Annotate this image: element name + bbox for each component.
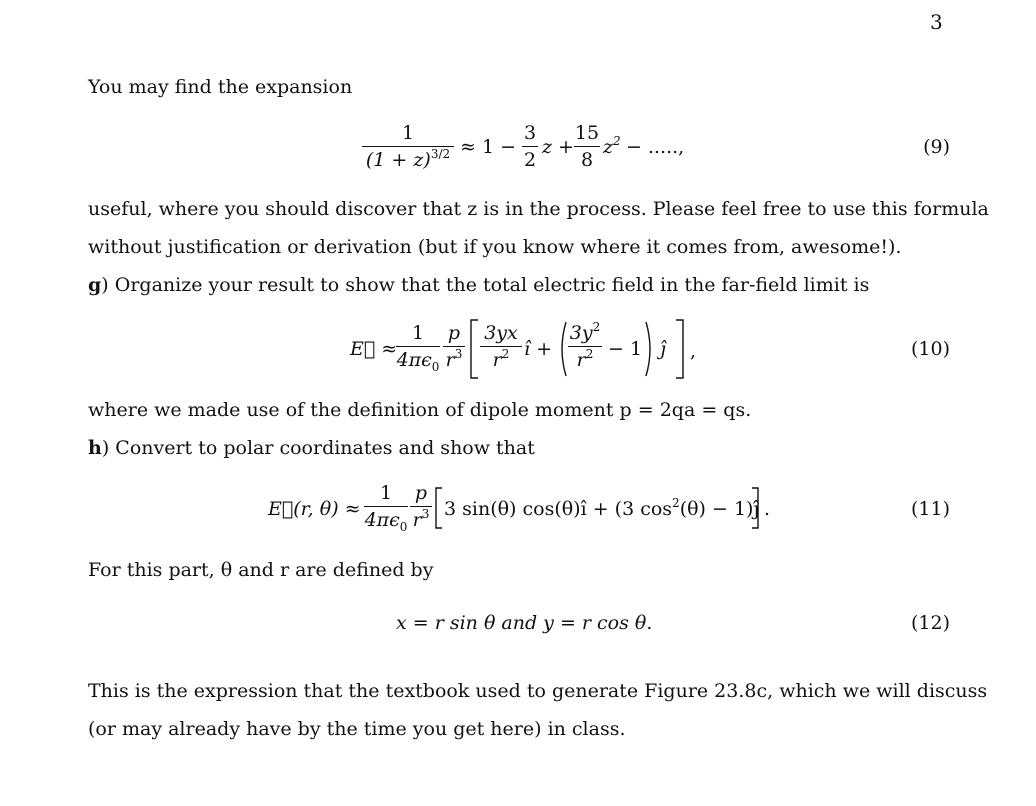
closing-text-line-2: (or may already have by the time you get here) in class. [88, 718, 626, 740]
equation-11 [0, 478, 1036, 548]
eq10-i-hat: î + [524, 338, 553, 360]
eq9-tail: − ....., [626, 136, 685, 158]
eq10-constant-fraction: $\frac{1}{4\pi\epsilon_0}$ [396, 322, 440, 374]
part-g-label: g [88, 274, 102, 296]
equation-9 [0, 118, 1036, 188]
eq10-right-paren [644, 320, 656, 378]
eq9-lhs-denominator: $(1 + z)^{3/2}$ [365, 147, 451, 171]
eq10-j-hat: ĵ [660, 338, 666, 360]
eq9-number: (9) [923, 136, 950, 158]
equation-10 [0, 318, 1036, 388]
eq11-right-bracket [750, 486, 760, 530]
eq11-period: . [764, 498, 771, 520]
eq11-number: (11) [910, 498, 950, 520]
dipole-moment-text: where we made use of the definition of dipole moment p = 2qa = qs. [88, 399, 752, 421]
part-h-label: h [88, 437, 102, 459]
eq11-constant-fraction: $\frac{1}{4\pi\epsilon_0}$ [364, 482, 408, 534]
eq10-number: (10) [910, 338, 950, 360]
eq11-left-bracket [434, 486, 444, 530]
eq9-term-1: z + [542, 136, 574, 158]
eq11-lhs: E⃗(r, θ) ≈ [268, 498, 361, 520]
eq10-right-bracket [674, 318, 686, 380]
eq10-left-paren [556, 320, 568, 378]
eq12-number: (12) [910, 612, 950, 634]
closing-text-line-1: This is the expression that the textbook used to generate Figure 23.8c, which we will discuss [88, 680, 988, 702]
eq10-p-fraction: $\frac{p}{r^3}$ [443, 322, 465, 371]
page-number: 3 [930, 10, 943, 34]
polar-definition-text: For this part, θ and r are defined by [88, 559, 434, 581]
eq10-comma: , [690, 340, 697, 362]
eq10-lhs: E⃗ ≈ [350, 338, 398, 360]
eq12-body: x = r sin θ and y = r cos θ. [396, 612, 653, 634]
eq9-fraction-1: $\frac{3}{2}$ [523, 122, 537, 171]
text-line-justification: without justification or derivation (but if you know where it comes from, awesome!). [88, 236, 902, 258]
eq10-x-component-fraction: $\frac{3yx}{r^2}$ [480, 322, 522, 371]
part-h-text: h) Convert to polar coordinates and show that [88, 437, 535, 459]
eq9-term-2: $z^2$ [603, 134, 621, 158]
eq10-y-component-fraction: $\frac{3y^2}{r^2}$ [569, 320, 601, 371]
eq11-p-fraction: $\frac{p}{r^3}$ [410, 482, 432, 531]
eq11-body: 3 sin(θ) cos(θ)î + (3 $\cos^2(\theta)$ − 1)ĵ [444, 496, 760, 520]
eq10-left-bracket [468, 318, 480, 380]
eq9-lhs-fraction [362, 122, 454, 171]
text-line-useful: useful, where you should discover that z is in the process. Please feel free to use this formula [88, 198, 989, 220]
equation-12 [0, 600, 1036, 670]
intro-text: You may find the expansion [88, 76, 353, 98]
eq9-lhs-numerator: 1 [362, 122, 454, 147]
part-g-text: g) Organize your result to show that the total electric field in the far-field limit is [88, 274, 870, 296]
eq9-approx: ≈ 1 − [460, 136, 517, 158]
eq10-minus-one: − 1 [608, 338, 643, 360]
eq9-fraction-2: $\frac{15}{8}$ [574, 122, 600, 171]
